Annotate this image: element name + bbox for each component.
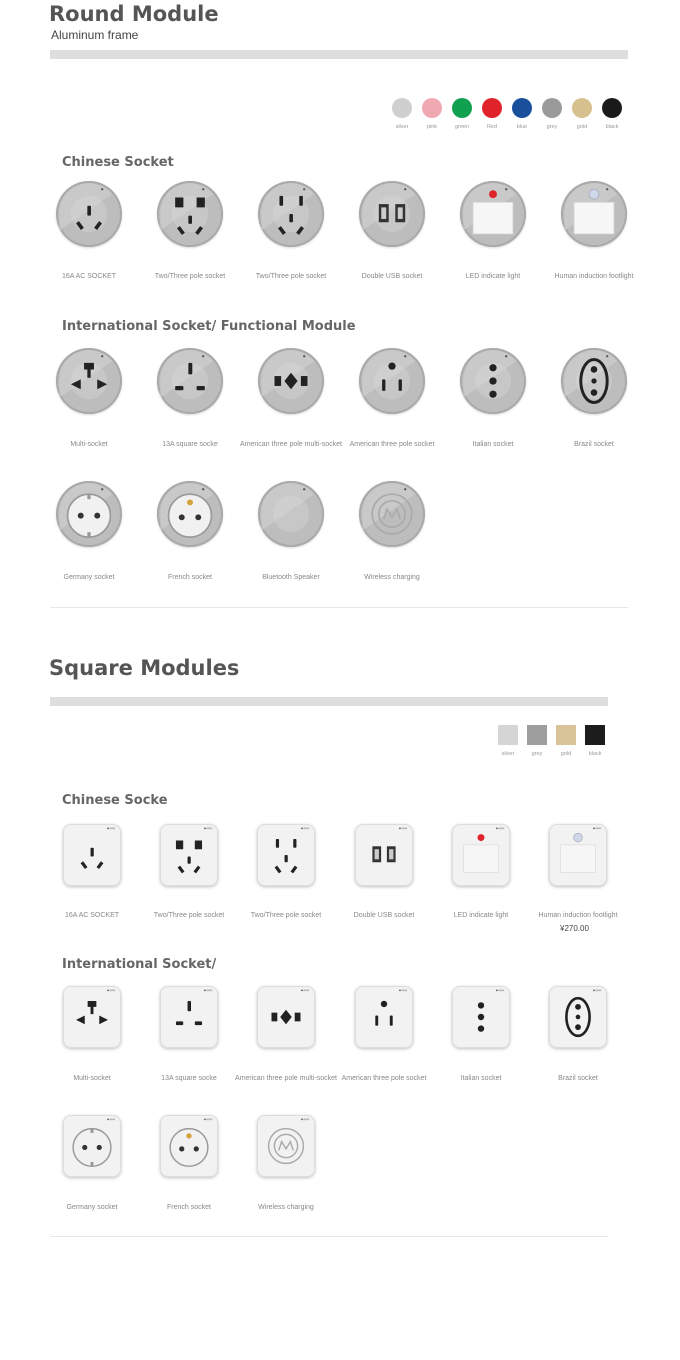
product-label: Wireless charging xyxy=(364,574,420,581)
color-swatch-black[interactable] xyxy=(585,725,605,745)
usmulti-face-icon xyxy=(257,986,315,1048)
product-label: Brazil socket xyxy=(558,1075,598,1082)
product-label: Two/Three pole socket xyxy=(255,273,327,280)
color-swatch-silver[interactable] xyxy=(498,725,518,745)
product-label: Human induction footlight xyxy=(554,273,634,280)
product-label: Double USB socket xyxy=(353,912,415,919)
socket-13a-square[interactable] xyxy=(157,348,223,414)
led-face-icon xyxy=(460,181,526,247)
price-label: ¥270.00 xyxy=(560,924,589,933)
color-name: silver xyxy=(501,751,515,757)
product-label: Brazil socket xyxy=(574,441,614,448)
product-label: Two/Three pole socket xyxy=(153,912,225,919)
product-label: French socket xyxy=(167,1204,211,1211)
square-intl-heading: International Socket/ xyxy=(62,957,217,972)
cn16-face-icon xyxy=(63,824,121,886)
us-face-icon xyxy=(355,986,413,1048)
round-divider xyxy=(50,607,628,608)
wireless-charging[interactable] xyxy=(359,481,425,547)
product-label: Multi-socket xyxy=(70,441,108,448)
socket-16a-ac[interactable] xyxy=(56,181,122,247)
product-label: American three pole multi-socket xyxy=(235,1075,337,1082)
human-induction-footlight[interactable] xyxy=(549,824,607,886)
socket-french[interactable] xyxy=(160,1115,218,1177)
color-swatch-blue[interactable] xyxy=(512,98,532,118)
product-label: Italian socket xyxy=(460,1075,502,1082)
wl-face-icon xyxy=(359,481,425,547)
product-label: LED indicate light xyxy=(453,912,509,919)
socket-italian[interactable] xyxy=(452,986,510,1048)
product-label: 13A square socke xyxy=(161,1075,217,1082)
socket-american-three-pole[interactable] xyxy=(359,348,425,414)
product-label: Two/Three pole socket xyxy=(250,912,322,919)
product-label: Multi-socket xyxy=(73,1075,111,1082)
socket-double-usb[interactable] xyxy=(355,824,413,886)
product-label: Bluetooth Speaker xyxy=(262,574,320,581)
us-face-icon xyxy=(359,348,425,414)
socket-american-multi[interactable] xyxy=(257,986,315,1048)
socket-brazil[interactable] xyxy=(561,348,627,414)
color-name: grey xyxy=(546,124,558,130)
wireless-charging[interactable] xyxy=(257,1115,315,1177)
color-swatch-silver[interactable] xyxy=(392,98,412,118)
color-name: grey xyxy=(531,751,543,757)
pir-face-icon xyxy=(561,181,627,247)
socket-16a-ac[interactable] xyxy=(63,824,121,886)
product-label: LED indicate light xyxy=(465,273,521,280)
socket-brazil[interactable] xyxy=(549,986,607,1048)
color-name: black xyxy=(588,751,602,757)
product-label: American three pole multi-socket xyxy=(240,441,342,448)
socket-double-usb[interactable] xyxy=(359,181,425,247)
product-label: Germany socket xyxy=(63,574,115,581)
product-label: 16A AC SOCKET xyxy=(64,912,120,919)
br-face-icon xyxy=(561,348,627,414)
product-label: 16A AC SOCKET xyxy=(61,273,117,280)
socket-french[interactable] xyxy=(157,481,223,547)
color-name: blue xyxy=(516,124,528,130)
led-indicate-light[interactable] xyxy=(460,181,526,247)
usmulti-face-icon xyxy=(258,348,324,414)
uk13-face-icon xyxy=(157,348,223,414)
cn23a-face-icon xyxy=(157,181,223,247)
round-intl-heading: International Socket/ Functional Module xyxy=(62,319,356,334)
it-face-icon xyxy=(452,986,510,1048)
color-name: green xyxy=(454,124,470,130)
product-label: Wireless charging xyxy=(258,1204,314,1211)
socket-two-three-pole[interactable] xyxy=(258,181,324,247)
color-name: silver xyxy=(395,124,409,130)
product-label: Human induction footlight xyxy=(538,912,618,919)
color-swatch-gold[interactable] xyxy=(572,98,592,118)
socket-two-three-pole[interactable] xyxy=(160,824,218,886)
socket-13a-square[interactable] xyxy=(160,986,218,1048)
product-label: 13A square socke xyxy=(162,441,218,448)
square-divider xyxy=(50,1236,608,1237)
led-indicate-light[interactable] xyxy=(452,824,510,886)
product-label: American three pole socket xyxy=(349,441,435,448)
product-label: Germany socket xyxy=(66,1204,118,1211)
round-module-title: Round Module xyxy=(49,2,219,26)
pir-face-icon xyxy=(549,824,607,886)
color-name: Red xyxy=(486,124,498,130)
cn23b-face-icon xyxy=(258,181,324,247)
product-label: French socket xyxy=(168,574,212,581)
socket-multi[interactable] xyxy=(56,348,122,414)
usb-face-icon xyxy=(355,824,413,886)
socket-germany[interactable] xyxy=(56,481,122,547)
color-name: pink xyxy=(426,124,438,130)
bt-face-icon xyxy=(258,481,324,547)
socket-italian[interactable] xyxy=(460,348,526,414)
product-label: Double USB socket xyxy=(361,273,423,280)
socket-american-multi[interactable] xyxy=(258,348,324,414)
round-module-subtitle: Aluminum frame xyxy=(51,28,139,42)
human-induction-footlight[interactable] xyxy=(561,181,627,247)
color-swatch-gold[interactable] xyxy=(556,725,576,745)
socket-germany[interactable] xyxy=(63,1115,121,1177)
color-name: gold xyxy=(560,751,572,757)
color-swatch-green[interactable] xyxy=(452,98,472,118)
color-swatch-pink[interactable] xyxy=(422,98,442,118)
wl-face-icon xyxy=(257,1115,315,1177)
color-name: black xyxy=(605,124,619,130)
cn23a-face-icon xyxy=(160,824,218,886)
round-title-bar xyxy=(50,50,628,59)
led-face-icon xyxy=(452,824,510,886)
socket-two-three-pole[interactable] xyxy=(157,181,223,247)
multi-face-icon xyxy=(56,348,122,414)
uk13-face-icon xyxy=(160,986,218,1048)
socket-american-three-pole[interactable] xyxy=(355,986,413,1048)
color-swatch-grey[interactable] xyxy=(542,98,562,118)
color-swatch-grey[interactable] xyxy=(527,725,547,745)
fr-face-icon xyxy=(157,481,223,547)
socket-multi[interactable] xyxy=(63,986,121,1048)
square-module-title: Square Modules xyxy=(49,656,240,680)
color-swatch-black[interactable] xyxy=(602,98,622,118)
socket-two-three-pole[interactable] xyxy=(257,824,315,886)
product-label: American three pole socket xyxy=(341,1075,427,1082)
bluetooth-speaker[interactable] xyxy=(258,481,324,547)
de-face-icon xyxy=(63,1115,121,1177)
square-chinese-heading: Chinese Socke xyxy=(62,793,168,808)
product-label: Italian socket xyxy=(472,441,514,448)
fr-face-icon xyxy=(160,1115,218,1177)
cn16-face-icon xyxy=(56,181,122,247)
product-label: Two/Three pole socket xyxy=(154,273,226,280)
round-chinese-heading: Chinese Socket xyxy=(62,155,174,170)
color-name: gold xyxy=(576,124,588,130)
de-face-icon xyxy=(56,481,122,547)
square-title-bar xyxy=(50,697,608,706)
color-swatch-red[interactable] xyxy=(482,98,502,118)
multi-face-icon xyxy=(63,986,121,1048)
cn23b-face-icon xyxy=(257,824,315,886)
usb-face-icon xyxy=(359,181,425,247)
br-face-icon xyxy=(549,986,607,1048)
it-face-icon xyxy=(460,348,526,414)
